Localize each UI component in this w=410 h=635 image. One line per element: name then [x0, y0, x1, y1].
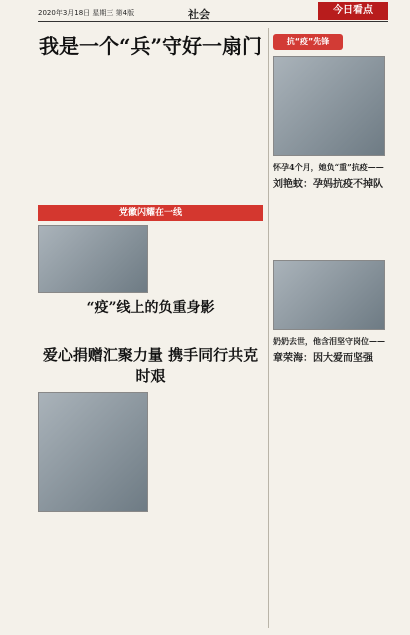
photo-a3: [38, 225, 148, 293]
bottom-article: [38, 340, 263, 625]
article-a3-body: [38, 321, 263, 328]
headline-a6: 刘艳蚊：孕妈抗疫不掉队: [273, 179, 383, 190]
right-column: [268, 28, 388, 628]
kicker-a7: 奶奶去世，他含泪坚守岗位——: [273, 336, 385, 346]
article-a1-body: [38, 65, 263, 205]
left-column: [38, 28, 263, 328]
kicker-a6: 怀孕4个月，她负“重”抗疫——: [273, 162, 384, 172]
headline-a7: 章荣海：因大爱而坚强: [273, 353, 373, 364]
headline-a3: “疫”线上的负重身影: [86, 300, 215, 316]
issue-date: 2020年3月18日 星期三 第4版: [38, 9, 135, 17]
section-bar-a2: 党徽闪耀在一线: [38, 205, 263, 221]
photo-person: [273, 260, 385, 330]
article-a7-body: [273, 368, 388, 428]
page-header: [38, 6, 388, 22]
article-a4-body: [38, 512, 263, 612]
photo-team: [273, 56, 385, 156]
brand-logo: 今日看点: [318, 2, 388, 20]
topic-badge: 抗“疫”先锋: [273, 34, 343, 50]
article-a6-body: [273, 194, 388, 254]
section-title: 社会: [188, 8, 210, 21]
headline-a1: 我是一个“兵”守好一扇门: [38, 34, 262, 58]
photo-a4: [38, 392, 148, 512]
headline-a4: 爱心捐赠汇聚力量 携手同行共克时艰: [42, 346, 259, 385]
